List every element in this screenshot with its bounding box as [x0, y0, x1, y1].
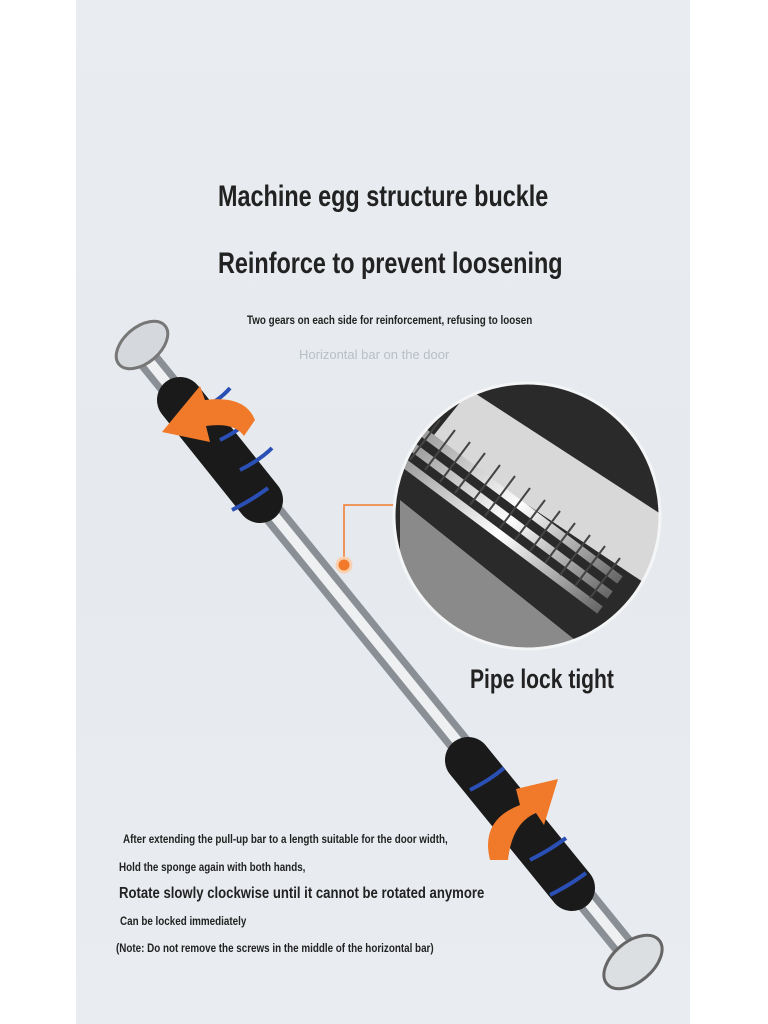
callout-dot: [337, 558, 351, 572]
ghost-label: Horizontal bar on the door: [299, 347, 450, 362]
subheadline: Reinforce to prevent loosening: [218, 247, 563, 280]
instruction-1: After extending the pull-up bar to a length suitable for the door width,: [123, 832, 448, 846]
instruction-4: Can be locked immediately: [120, 914, 247, 928]
instruction-note: (Note: Do not remove the screws in the middle of the horizontal bar): [116, 941, 434, 955]
pipe-lock-callout: Pipe lock tight: [470, 664, 614, 694]
instruction-3: Rotate slowly clockwise until it cannot be rotated anymore: [119, 885, 485, 902]
headline: Machine egg structure buckle: [218, 180, 549, 213]
callout-line: [344, 505, 397, 565]
instruction-2: Hold the sponge again with both hands,: [119, 860, 306, 874]
tagline: Two gears on each side for reinforcement, refusing to loosen: [247, 313, 533, 327]
